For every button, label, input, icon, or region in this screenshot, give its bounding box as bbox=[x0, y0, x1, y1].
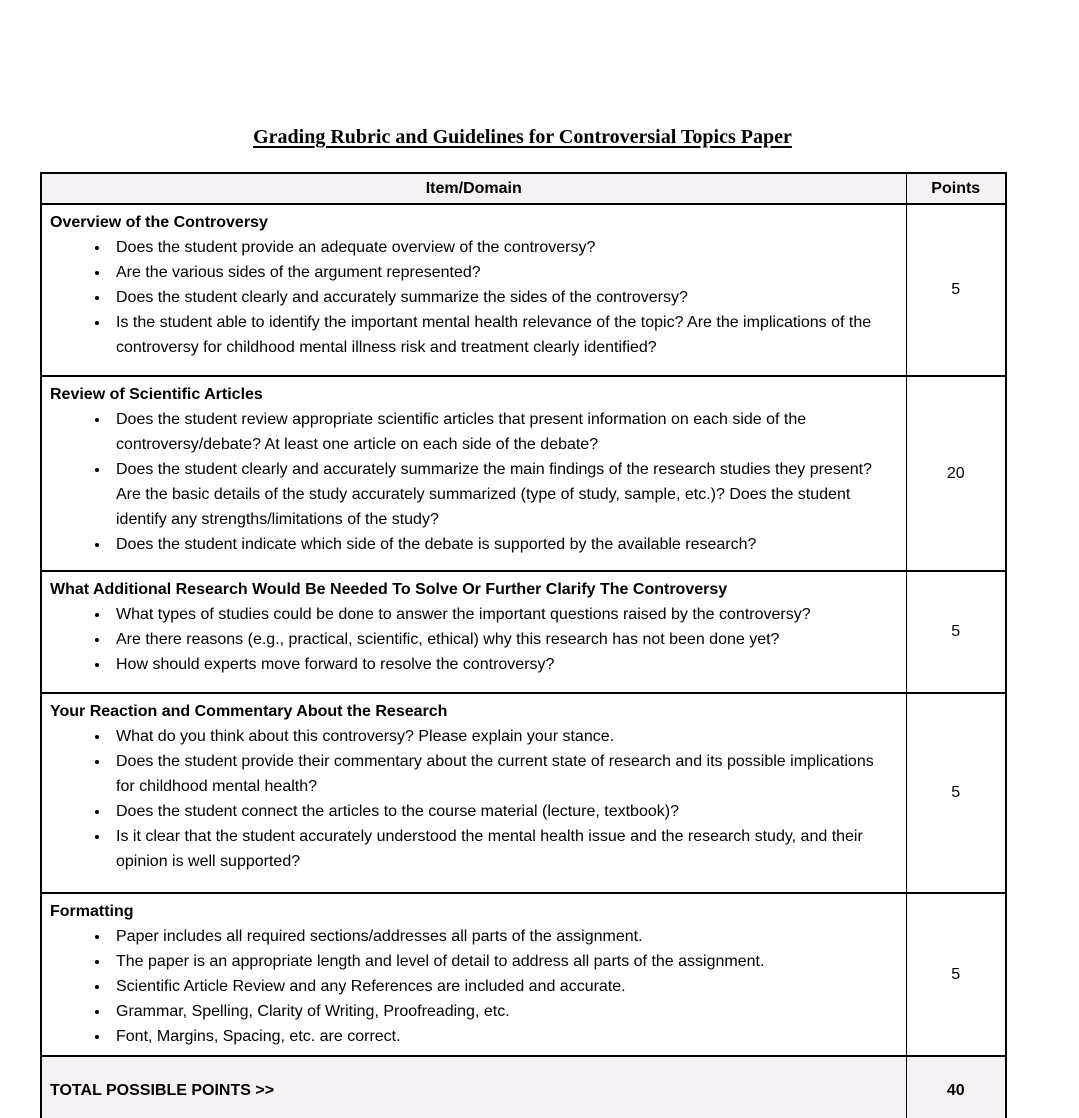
page-title: Grading Rubric and Guidelines for Controversial Topics Paper bbox=[253, 126, 792, 148]
criteria-item: • Does the student indicate which side of the debate is supported by the available research? bbox=[110, 532, 896, 557]
criteria-list bbox=[50, 407, 896, 557]
rubric-row bbox=[41, 204, 1006, 376]
rubric-row bbox=[41, 893, 1006, 1056]
criteria-list bbox=[50, 724, 896, 874]
item-cell bbox=[41, 376, 906, 571]
criteria-item: • How should experts move forward to resolve the controversy? bbox=[110, 652, 896, 677]
section-heading: Formatting bbox=[50, 903, 134, 920]
criteria-item: • What types of studies could be done to answer the important questions raised by the controversy? bbox=[110, 602, 896, 627]
points-header: Points bbox=[906, 173, 1006, 204]
section-heading: Overview of the Controversy bbox=[50, 214, 268, 231]
points-value: 5 bbox=[906, 893, 1006, 1056]
criteria-item: • Does the student clearly and accurately summarize the sides of the controversy? bbox=[110, 285, 896, 310]
criteria-item: • Font, Margins, Spacing, etc. are correct. bbox=[110, 1024, 896, 1049]
item-cell bbox=[41, 204, 906, 376]
section-heading: What Additional Research Would Be Needed To Solve Or Further Clarify The Controversy bbox=[50, 581, 728, 598]
item-domain-header: Item/Domain bbox=[41, 173, 906, 204]
item-cell bbox=[41, 893, 906, 1056]
points-value: 5 bbox=[906, 204, 1006, 376]
rubric-row bbox=[41, 571, 1006, 693]
header-row bbox=[41, 173, 1006, 204]
criteria-item: • Does the student provide an adequate overview of the controversy? bbox=[110, 235, 896, 260]
rubric-row bbox=[41, 376, 1006, 571]
section-heading: Review of Scientific Articles bbox=[50, 386, 263, 403]
criteria-item: • The paper is an appropriate length and level of detail to address all parts of the assignment. bbox=[110, 949, 896, 974]
rubric-row bbox=[41, 693, 1006, 893]
points-value: 20 bbox=[906, 376, 1006, 571]
points-value: 5 bbox=[906, 693, 1006, 893]
criteria-item: • Paper includes all required sections/addresses all parts of the assignment. bbox=[110, 924, 896, 949]
criteria-item: • Is it clear that the student accurately understood the mental health issue and the research study, and their opinion is well supported? bbox=[110, 824, 896, 874]
criteria-item: • Is the student able to identify the important mental health relevance of the topic? Are the implications of the controversy for childhood mental illness risk and treatment clearly identified? bbox=[110, 310, 896, 360]
criteria-item: • Does the student connect the articles to the course material (lecture, textbook)? bbox=[110, 799, 896, 824]
criteria-item: • Are there reasons (e.g., practical, scientific, ethical) why this research has not been done yet? bbox=[110, 627, 896, 652]
criteria-item: • Grammar, Spelling, Clarity of Writing, Proofreading, etc. bbox=[110, 999, 896, 1024]
item-cell bbox=[41, 693, 906, 893]
criteria-item: • Scientific Article Review and any References are included and accurate. bbox=[110, 974, 896, 999]
points-value: 5 bbox=[906, 571, 1006, 693]
criteria-item: • Does the student review appropriate scientific articles that present information on each side of the controversy/debate? At least one article on each side of the debate? bbox=[110, 407, 896, 457]
criteria-item: • Does the student provide their commentary about the current state of research and its possible implications for childhood mental health? bbox=[110, 749, 896, 799]
criteria-list bbox=[50, 924, 896, 1049]
total-row bbox=[41, 1056, 1006, 1118]
section-heading: Your Reaction and Commentary About the Research bbox=[50, 703, 448, 720]
criteria-item: • What do you think about this controversy? Please explain your stance. bbox=[110, 724, 896, 749]
total-label: TOTAL POSSIBLE POINTS >> bbox=[41, 1056, 906, 1118]
criteria-item: • Does the student clearly and accurately summarize the main findings of the research studies they present? Are the basic details of the study accurately summarized (type of study, sample, etc.)? Does the student identify any strengths/limitations of the study? bbox=[110, 457, 896, 532]
total-points-value: 40 bbox=[906, 1056, 1006, 1118]
criteria-list bbox=[50, 235, 896, 360]
item-cell bbox=[41, 571, 906, 693]
criteria-item: • Are the various sides of the argument represented? bbox=[110, 260, 896, 285]
criteria-list bbox=[50, 602, 896, 677]
rubric-table bbox=[40, 172, 1007, 1118]
